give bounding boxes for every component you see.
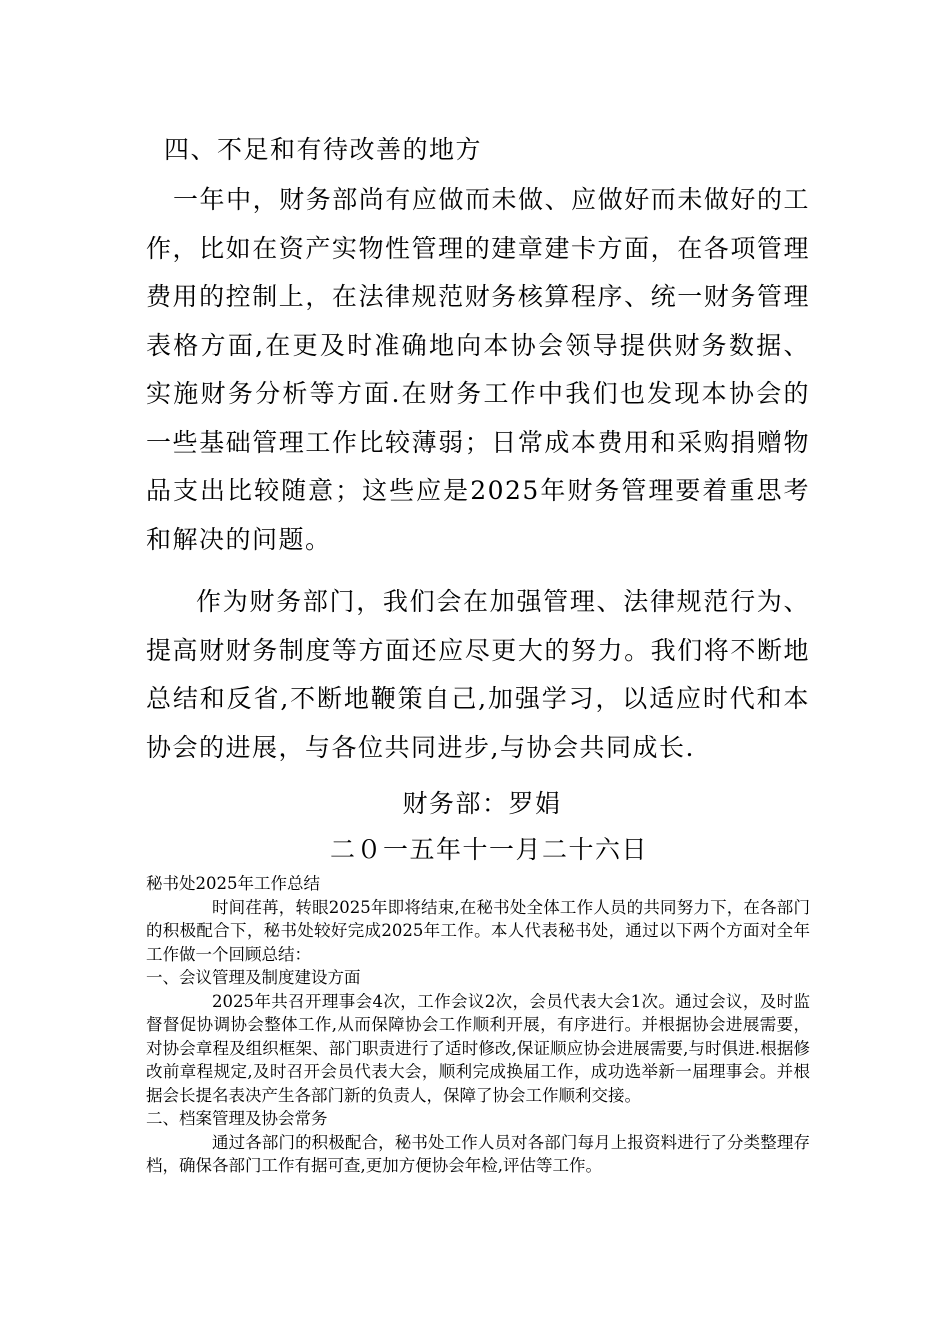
secretariat-section1-body: 2025年共召开理事会4次，工作会议2次，会员代表大会1次。通过会议，及时监督督促协调协会整体工作,从而保障协会工作顺利开展，有序进行。并根据协会进展需要，对协会章程及组织框架、部门职责进行了适时修改,保证顺应协会进展需要,与时俱进.根据修改前章程规定,及时召开会员代表大会，顺利完成换届工作，成功选举新一届理事会。并根据会长提名表决产生各部门新的负责人，保障了协会工作顺利交接。 — [146, 991, 810, 1105]
secretariat-title: 秘书处2025年工作总结 — [146, 874, 320, 893]
section4-paragraph-2-text: 作为财务部门，我们会在加强管理、法律规范行为、提高财财务制度等方面还应尽更大的努力。我们将不断地总结和反省,不断地鞭策自己,加强学习，以适应时代和本协会的进展，与各位共同进步,与协会共同成长. — [146, 587, 810, 762]
secretariat-intro: 时间荏苒，转眼2025年即将结束,在秘书处全体工作人员的共同努力下，在各部门的积极配合下，秘书处较好完成2025年工作。本人代表秘书处，通过以下两个方面对全年工作做一个回顾总结： — [146, 897, 810, 964]
signature-department: 财务部：罗娟 — [402, 789, 562, 818]
section4-heading: 四、不足和有待改善的地方 — [164, 135, 483, 164]
section4-paragraph-2 — [146, 578, 810, 772]
secretariat-section2-body: 通过各部门的积极配合，秘书处工作人员对各部门每月上报资料进行了分类整理存档，确保各部门工作有据可查,更加方便协会年检,评估等工作。 — [146, 1132, 810, 1175]
secretariat-section1-heading: 一、会议管理及制度建设方面 — [146, 968, 361, 987]
secretariat-summary — [146, 872, 810, 1178]
section4-paragraph-1-text: 一年中，财务部尚有应做而未做、应做好而未做好的工作，比如在资产实物性管理的建章建卡方面，在各项管理费用的控制上，在法律规范财务核算程序、统一财务管理表格方面,在更及时准确地向本协会领导提供财务数据、实施财务分析等方面.在财务工作中我们也发现本协会的一些基础管理工作比较薄弱；日常成本费用和采购捐赠物品支出比较随意；这些应是2025年财务管理要着重思考和解决的问题。 — [146, 185, 810, 554]
signature-date: 二０一五年十一月二十六日 — [329, 835, 648, 864]
section4-paragraph-1 — [146, 176, 810, 564]
secretariat-section2-heading: 二、档案管理及协会常务 — [146, 1109, 328, 1128]
